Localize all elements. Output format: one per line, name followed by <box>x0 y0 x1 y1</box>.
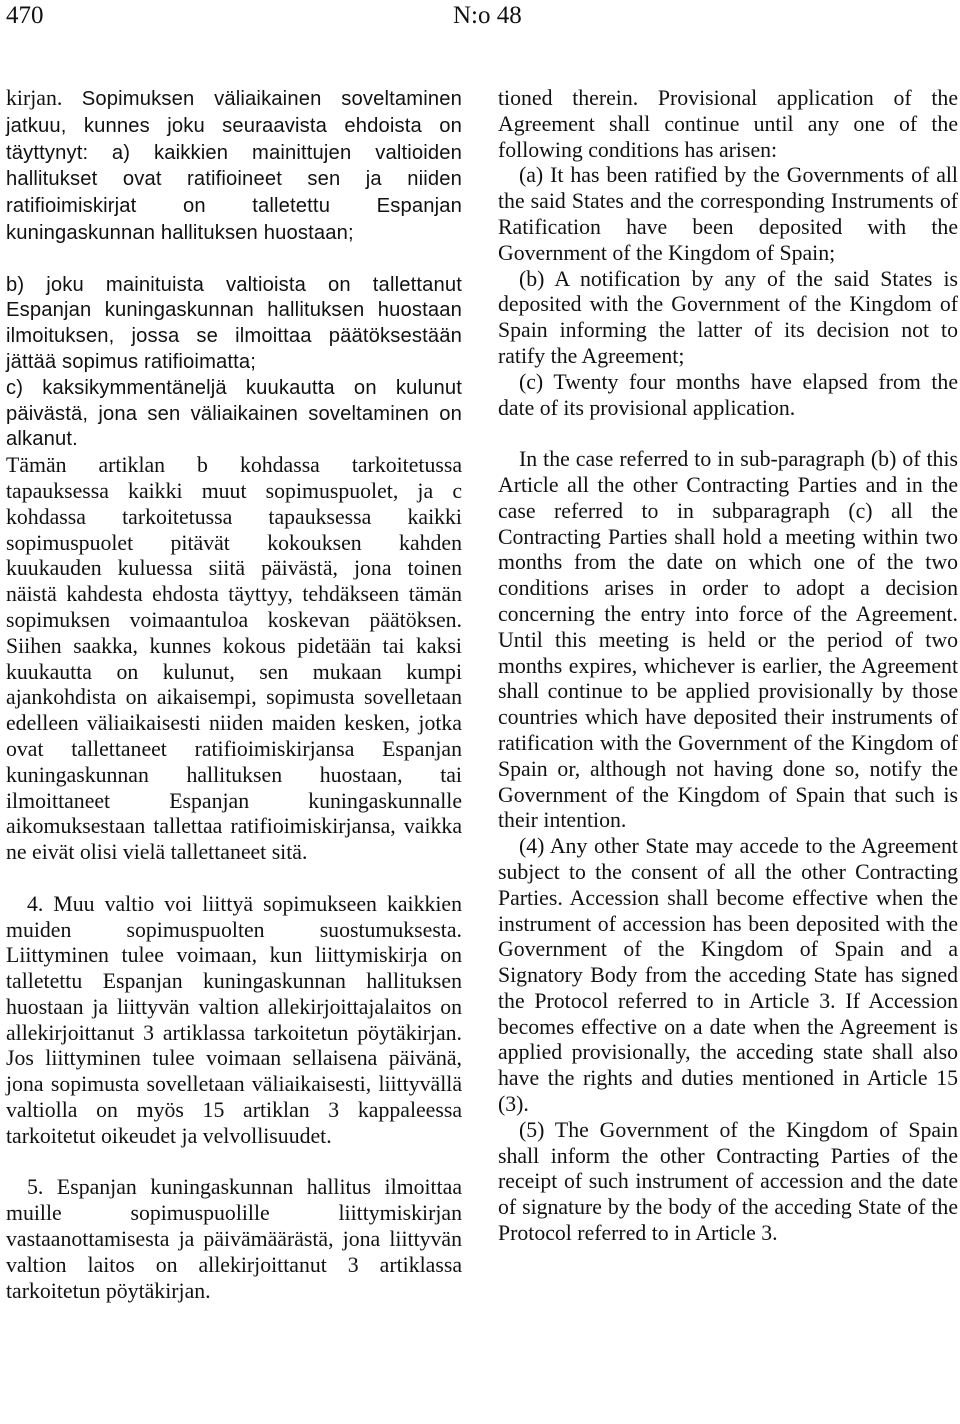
english-paragraph-4: (4) Any other State may accede to the Agreement subject to the consent of all the other Contracting Parties. Accession shall become effective when the instrument of accession has been deposited with the Government of the Kingdom of Spain and a Signatory Body from the acceding State has signed the Protocol referred to in Article 3. If Accession becomes effective on a date when the Agreement is applied provisionally, the acceding state shall also have the rights and duties mentioned in Article 15 (3). <box>498 834 958 1117</box>
finnish-paragraph-meeting: Tämän artiklan b kohdassa tarkoitetussa tapauksessa kaikki muut sopimuspuolet, ja c kohdassa tarkoitetussa tapauksessa kaikki sopimuspuolet pitävät kokouksen kahden kuukauden kuluessa siitä päivästä, jona toinen näistä kahdesta ehdosta täyttyy, tehdäkseen tämän sopimuksen voimaantuloa koskevan päätöksen. Siihen saakka, kunnes kokous pidetään tai kaksi kuukautta on kulunut, sen mukaan kumpi ajankohdista on aikaisempi, sopimusta sovelletaan edelleen väliaikaisesti niiden maiden kesken, jotka ovat tallettaneet ratifioimiskirjansa Espanjan kuningaskunnan hallituksen huostaan, tai ilmoittaneet Espanjan kuningaskunnalle aikomuksestaan tallettaa ratifioimiskirjansa, vaikka ne eivät olisi vielä tallettaneet sitä. <box>6 453 462 865</box>
finnish-item-a: a) kaikkien mainittujen valtioiden hallitukset ovat ratifioineet sen ja niiden ratifioimiskirjat on talletettu Espanjan kuningaskunnan hallituksen huostaan; <box>6 141 463 244</box>
english-column <box>498 86 958 1247</box>
english-paragraph-meeting: In the case referred to in sub-paragraph (b) of this Article all the other Contracting Parties and in the case referred to in subparagraph (c) all the Contracting Parties shall hold a meeting within two months from the date on which one of the two conditions arises in order to adopt a decision concerning the entry into force of the Agreement. Until this meeting is held or the period of two months expires, whichever is earlier, the Agreement shall continue to be applied provisionally by those countries which have deposited their instruments of ratification with the Government of the Kingdom of Spain or, although not having done so, notify the Government of the Kingdom of Spain that such is their intention. <box>498 447 958 833</box>
finnish-paragraph-intro <box>6 86 462 247</box>
finnish-item-c: c) kaksikymmentäneljä kuukautta on kulunut päivästä, jona sen väliaikainen soveltaminen on alkanut. <box>6 376 462 451</box>
english-paragraph-5: (5) The Government of the Kingdom of Spain shall inform the other Contracting Parties of the receipt of such instrument of accession and the date of signature by the body of the acceding State of the Protocol referred to in Article 3. <box>498 1117 958 1246</box>
finnish-intro-sans: Sopimuksen väliaikainen soveltaminen jatkuu, kunnes joku seuraavista ehdoista on täyttynyt: <box>6 88 462 164</box>
english-item-a: (a) It has been ratified by the Governments of all the said States and the corresponding Instruments of Ratification have been deposited with the Government of the Kingdom of Spain; <box>498 163 958 265</box>
finnish-column <box>6 86 462 1304</box>
finnish-paragraph-4: 4. Muu valtio voi liittyä sopimukseen kaikkien muiden sopimuspuolten suostumuksesta. Liittyminen tulee voimaan, kun liittymiskirja on talletettu Espanjan kuningaskunnan hallituksen huostaan ja liittyvän valtion allekirjoittajalaitos on allekirjoittanut 3 artiklassa tarkoitetun pöytäkirjan. Jos liittyminen tulee voimaan sellaisena päivänä, jona sopimusta sovelletaan väliaikaisesti, liittyvällä valtiolla on myös 15 artiklan 3 kappaleessa tarkoitetut oikeudet ja velvollisuudet. <box>6 891 462 1148</box>
page-number: 470 <box>6 2 44 29</box>
english-item-b: (b) A notification by any of the said States is deposited with the Government of the Kingdom of Spain informing the latter of its decision not to ratify the Agreement; <box>498 266 958 368</box>
english-item-c: (c) Twenty four months have elapsed from the date of its provisional application. <box>498 369 958 420</box>
finnish-item-b: b) joku mainituista valtioista on tallettanut Espanjan kuningaskunnan hallituksen huostaan ilmoituksen, jossa se ilmoittaa päätöksestään jättää sopimus ratifioimatta; <box>6 273 462 373</box>
finnish-intro-serif: kirjan. <box>6 86 63 110</box>
english-paragraph-intro: tioned therein. Provisional application of the Agreement shall continue until any one of the following conditions has arisen: <box>498 86 958 162</box>
finnish-paragraph-5: 5. Espanjan kuningaskunnan hallitus ilmoittaa muille sopimuspuolille liittymiskirjan vastaanottamisesta ja päivämäärästä, jona liittyvän valtion laitos on allekirjoittanut 3 artiklassa tarkoitetun pöytäkirjan. <box>6 1175 462 1303</box>
issue-number: N:o 48 <box>453 2 522 29</box>
